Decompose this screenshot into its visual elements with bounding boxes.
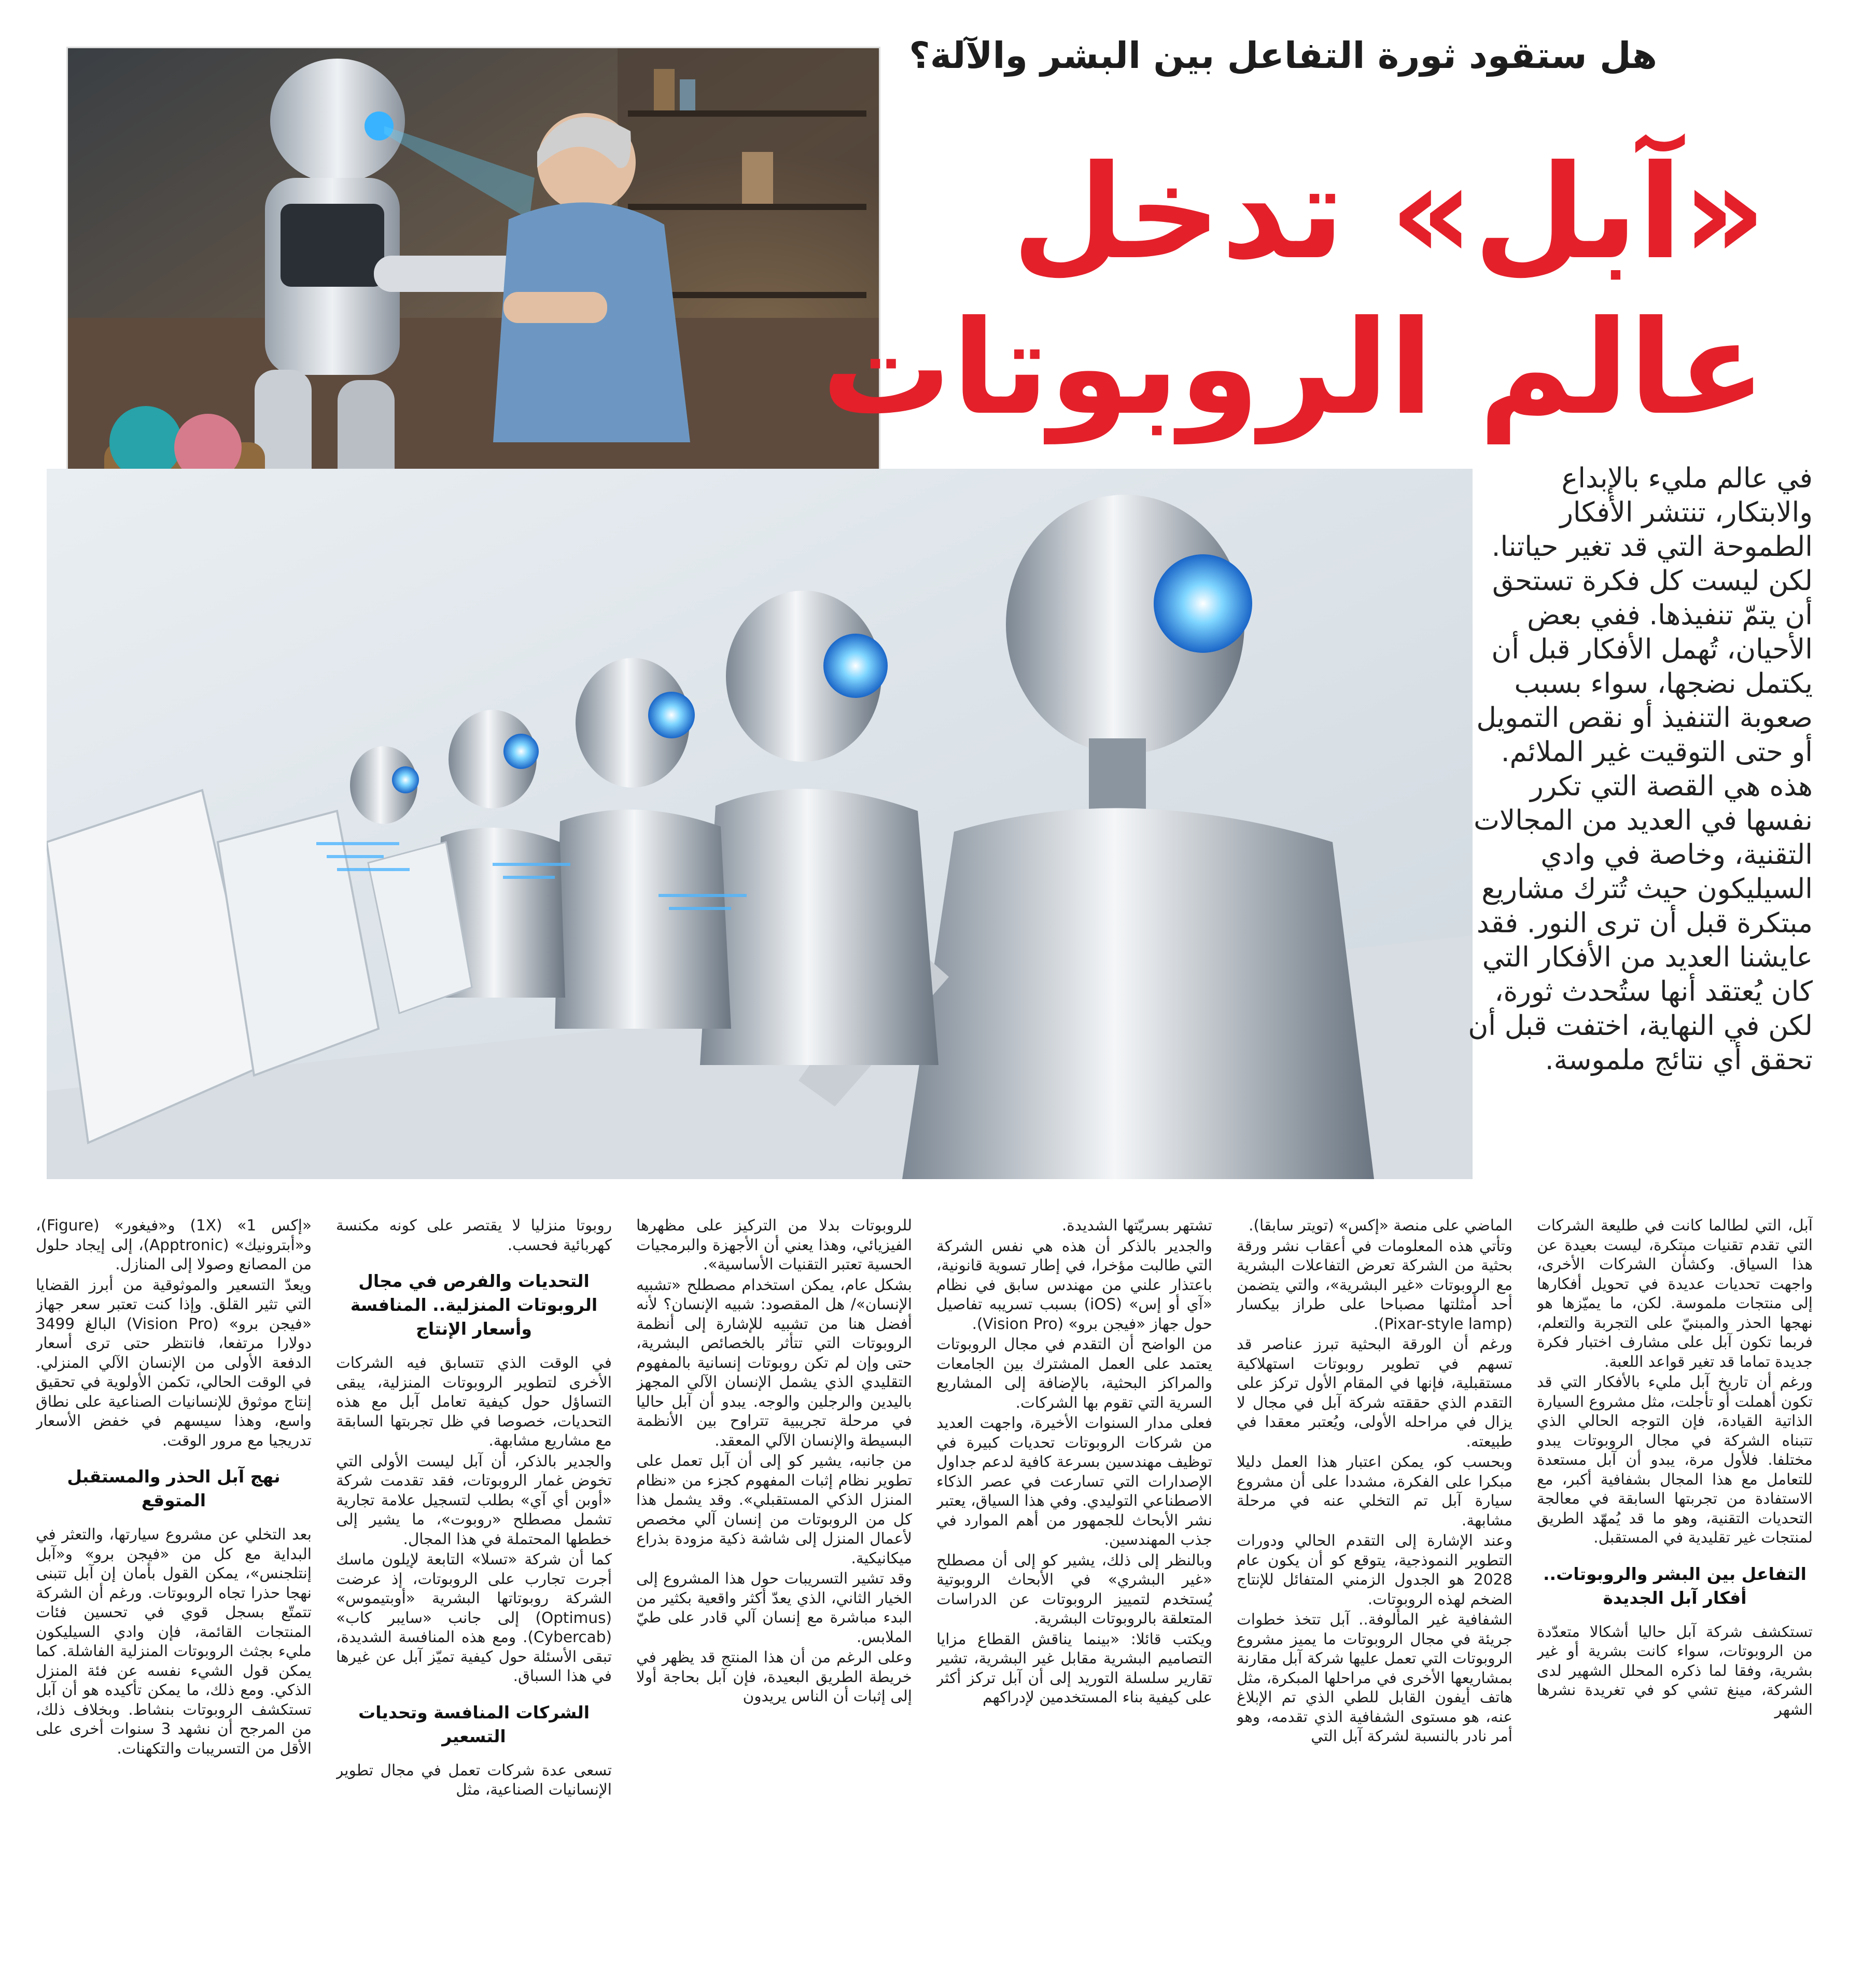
body-paragraph: ورغم أن الورقة البحثية تبرز عناصر قد تسهم في تطوير روبوتات استهلاكية مستقبلية، فإنها في المقام الأول تركز على التقدم الذي حققته شركة آبل في مجال لا يزال في مراحله الأولى، ويُعتبر معقدا في طبيعته. — [1237, 1335, 1512, 1450]
body-paragraph: «إكس 1» (1X) و«فيغور» (Figure)، و«أبترونيك» (Apptronic)، إلى إيجاد حلول من المصانع وصولا إلى المنازل. — [36, 1216, 312, 1273]
body-paragraph: وبحسب كو، يمكن اعتبار هذا العمل دليلا مبكرا على الفكرة، مشددا على أن مشروع سيارة آبل تم التخلي عنه في مرحلة مشابهة. — [1237, 1453, 1512, 1529]
body-paragraph: بشكل عام، يمكن استخدام مصطلح «تشبيه الإنسان»/ هل المقصود: شبيه الإنسان؟ لأنه أفضل هنا من تشبيه للإشارة إلى أنظمة الروبوتات التي تتأثر بالخصائص البشرية، حتى وإن لم تكن روبوتات إنسانية بالمفهوم التقليدي الذي يشمل الإنسان الآلي المجهز باليدين والرجلين والوجه. يبدو أن آبل حاليا في مرحلة تجريبية تتراوح بين الأنظمة البسيطة والإنسان الآلي المعقد. — [636, 1276, 912, 1449]
body-paragraph: للروبوتات بدلا من التركيز على مظهرها الفيزيائي، وهذا يعني أن الأجهزة والبرمجيات الحسية تعتبر التقنيات الأساسية». — [636, 1216, 912, 1273]
body-paragraph: آبل، التي لطالما كانت في طليعة الشركات التي تقدم تقنيات مبتكرة، ليست بعيدة عن هذا السياق. وكشأن الشركات الأخرى، واجهت تحديات عديدة في تحويل أفكارها إلى منتجات ملموسة. لكن، ما يميّزها هو نهجها الحذر والمبنيّ على التجربة والتعلم، فربما تكون آبل على مشارف اختبار فكرة جديدة تماما قد تغير قواعد اللعبة. — [1537, 1216, 1813, 1370]
body-paragraph: كما أن شركة «تسلا» التابعة لإيلون ماسك أجرت تجارب على الروبوتات، إذ عرضت الشركة روبوتاتها البشرية «أوبتيموس» (Optimus) إلى جانب «سايبر كاب» (Cybercab). ومع هذه المنافسة الشديدة، تبقى الأسئلة حول كيفية تميّز آبل عن غيرها في هذا السباق. — [336, 1550, 612, 1685]
headline-line-2: عالم الروبوتات — [821, 292, 1766, 443]
robots-using-laptops-photo — [47, 469, 1473, 1179]
body-paragraph: ويعدّ التسعير والموثوقية من أبرز القضايا التي تثير القلق. وإذا كنت تعتبر سعر جهاز «فيجن برو» (Vision Pro) البالغ 3499 دولارا مرتفعا، فانتظر حتى ترى أسعار الدفعة الأولى من الإنسان الآلي المنزلي. في الوقت الحالي، تكمن الأولوية في تحقيق إنتاج موثوق للإنسانيات الصناعية على نطاق واسع، وهذا سيسهم في خفض الأسعار تدريجيا مع مرور الوقت. — [36, 1276, 312, 1449]
body-paragraph: والجدير بالذكر، أن آبل ليست الأولى التي تخوض غمار الروبوتات، فقد تقدمت شركة «أوبن أي آي» بطلب لتسجيل علامة تجارية تشمل مصطلح «روبوت»، ما يشير إلى خططها المحتملة في هذا المجال. — [336, 1452, 612, 1548]
body-paragraph: وتأتي هذه المعلومات في أعقاب نشر ورقة بحثية من الشركة تعرض التفاعلات البشرية مع الروبوتات «غير البشرية»، والتي يتضمن أحد أمثلتها مصباحا على طراز بيكسار (Pixar-style lamp). — [1237, 1237, 1512, 1333]
subheading: الشركات المنافسة وتحديات التسعير — [358, 1702, 590, 1746]
lead-text: في عالم مليء بالإبداع والابتكار، تنتشر الأفكار الطموحة التي قد تغير حياتنا. لكن ليست كل فكرة تستحق أن يتمّ تنفيذها. ففي بعض الأحيان، تُهمل الأفكار قبل أن يكتمل نضجها، سواء بسبب صعوبة التنفيذ أو نقص التمويل أو حتى التوقيت غير الملائم. هذه هي القصة التي تكرر نفسها في العديد من المجالات التقنية، وخاصة في وادي السيليكون حيث تُترك مشاريع مبتكرة قبل أن ترى النور. فقد عايشنا العديد من الأفكار التي كان يُعتقد أنها ستُحدث ثورة، لكن في النهاية، اختفت قبل أن تحقق أي نتائج ملموسة. — [1468, 463, 1813, 1076]
subheading: التفاعل بين البشر والروبوتات.. أفكار آبل الجديدة — [1543, 1563, 1806, 1608]
body-paragraph: من الواضح أن التقدم في مجال الروبوتات يعتمد على العمل المشترك بين الجامعات والمراكز البحثية، بالإضافة إلى المشاريع السرية التي تقوم بها الشركات. — [936, 1335, 1212, 1411]
subheading: نهج آبل الحذر والمستقبل المتوقع — [67, 1466, 281, 1510]
subheading: التحديات والفرص في مجال الروبوتات المنزلية.. المنافسة وأسعار الإنتاج — [350, 1271, 598, 1339]
body-paragraph: فعلى مدار السنوات الأخيرة، واجهت العديد من شركات الروبوتات تحديات كبيرة في توظيف مهندسين بسرعة كافية لدعم جداول الإصدارات التي تسارعت في عصر الذكاء الاصطناعي التوليدي. وفي هذا السياق، يعتبر نشر الأبحاث للجمهور من أهم الموارد في جذب المهندسين. — [936, 1414, 1212, 1548]
body-paragraph: تسعى عدة شركات تعمل في مجال تطوير الإنسانيات الصناعية، مثل — [336, 1761, 612, 1798]
article-column-6 — [36, 1216, 312, 1968]
body-paragraph: الشفافية غير المألوفة.. آبل تتخذ خطوات جريئة في مجال الروبوتات ما يميز مشروع الروبوتات التي تعمل عليها شركة آبل مقارنة بمشاريعها الأخرى في مراحلها المبكرة، مثل هاتف أيفون القابل للطي الذي تم الإبلاغ عنه، هو مستوى الشفافية الذي تقدمه، وهو أمر نادر بالنسبة لشركة آبل التي — [1237, 1611, 1512, 1745]
article-column-5 — [336, 1216, 612, 1968]
article-columns — [34, 1216, 1813, 1968]
kicker: هل ستقود ثورة التفاعل بين البشر والآلة؟ — [909, 34, 1657, 77]
body-paragraph: تشتهر بسريّتها الشديدة. — [1061, 1216, 1212, 1234]
body-paragraph: ورغم أن تاريخ آبل مليء بالأفكار التي قد تكون أهملت أو تأجلت، مثل مشروع السيارة الذاتية القيادة، فإن التوجه الحالي الذي تتبناه الشركة في مجال الروبوتات يبدو مختلفا. فلأول مرة، يبدو أن آبل مستعدة للتعامل مع هذا المجال بشفافية أكبر، مع الاستفادة من تجربتها السابقة في معالجة التحديات التقنية، وهو ما قد يُمهّد الطريق لمنتجات غير تقليدية في المستقبل. — [1537, 1373, 1813, 1546]
article-column-1 — [1537, 1216, 1813, 1968]
article-column-4 — [636, 1216, 912, 1968]
body-paragraph: من جانبه، يشير كو إلى أن آبل تعمل على تطوير نظام إثبات المفهوم كجزء من «نظام المنزل الذكي المستقبلي». وقد يشمل هذا كل من الروبوتات من إنسان آلي مخصص لأعمال المنزل إلى شاشة ذكية مزودة بذراع ميكانيكية. — [636, 1452, 912, 1567]
body-paragraph: وقد تشير التسريبات حول هذا المشروع إلى الخيار الثاني، الذي يعدّ أكثر واقعية بكثير من البدء مباشرة مع إنسان آلي قادر على طيّ الملابس. — [636, 1570, 912, 1646]
body-paragraph: ويكتب قائلا: «بينما يناقش القطاع مزايا التصاميم البشرية مقابل غير البشرية، تشير تقارير سلسلة التوريد إلى أن آبل تركز أكثر على كيفية بناء المستخدمين لإدراكهم — [936, 1630, 1212, 1706]
body-paragraph: بعد التخلي عن مشروع سيارتها، والتعثر في البداية مع كل من «فيجن برو» و«آبل إنتلجنس»، يمكن القول بأمان إن آبل تتبنى نهجا حذرا تجاه الروبوتات. ورغم أن الشركة تتمتّع بسجل قوي في تحسين فئات المنتجات القائمة، فإن وادي السيليكون مليء بجثث الروبوتات المنزلية الفاشلة. كما يمكن قول الشيء نفسه عن فئة المنزل الذكي. ومع ذلك، ما يمكن تأكيده هو أن آبل تستكشف الروبوتات بنشاط. وبخلاف ذلك، من المرجح أن نشهد 3 سنوات أخرى على الأقل من التسريبات والتكهنات. — [36, 1525, 312, 1757]
body-paragraph: وعند الإشارة إلى التقدم الحالي ودورات التطوير النموذجية، يتوقع كو أن يكون عام 2028 هو الجدول الزمني المتفائل للإنتاج الضخم لهذه الروبوتات. — [1237, 1532, 1512, 1608]
body-paragraph: والجدير بالذكر أن هذه هي نفس الشركة التي طالبت مؤخرا، في إطار تسوية قانونية، باعتذار علني من مهندس سابق في نظام «آي أو إس» (iOS) بسبب تسريبه تفاصيل حول جهاز «فيجن برو» (Vision Pro). — [936, 1237, 1212, 1333]
body-paragraph: تستكشف شركة آبل حاليا أشكالا متعدّدة من الروبوتات، سواء كانت بشرية أو غير بشرية، وفقا لما ذكره المحلل الشهير لدى الشركة، مينغ تشي كو في تغريدة نشرها الشهر — [1537, 1622, 1813, 1718]
article-column-2 — [1237, 1216, 1512, 1968]
headline-line-1: «آبل» تدخل — [1012, 137, 1766, 288]
body-paragraph: الماضي على منصة «إكس» (تويتر سابقا). — [1249, 1216, 1512, 1234]
body-paragraph: روبوتا منزليا لا يقتصر على كونه مكنسة كهربائية فحسب. — [336, 1216, 612, 1254]
body-paragraph: في الوقت الذي تتسابق فيه الشركات الأخرى لتطوير الروبوتات المنزلية، يبقى التساؤل حول كيفية تعامل آبل مع هذه التحديات، خصوصا في ظل تجربتها السابقة مع مشاريع مشابهة. — [336, 1354, 612, 1449]
body-paragraph: وعلى الرغم من أن هذا المنتج قد يظهر في خريطة الطريق البعيدة، فإن آبل بحاجة أولا إلى إثبات أن الناس يريدون — [636, 1648, 912, 1705]
body-paragraph: وبالنظر إلى ذلك، يشير كو إلى أن مصطلح «غير البشري» في الأبحاث الروبوتية يُستخدم لتمييز الروبوتات عن الدراسات المتعلقة بالروبوتات البشرية. — [936, 1551, 1212, 1627]
article-column-3 — [936, 1216, 1212, 1968]
lead-paragraph — [1460, 461, 1813, 1198]
